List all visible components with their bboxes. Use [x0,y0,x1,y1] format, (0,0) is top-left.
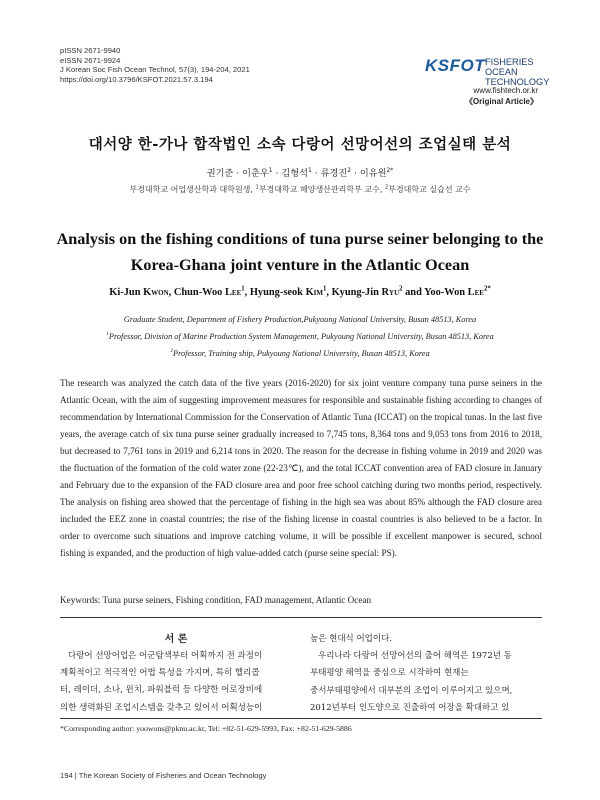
site-link[interactable]: www.fishtech.or.kr [473,86,538,95]
footnote-divider [60,718,542,719]
korean-affiliation: 부경대학교 어업생산학과 대학원생, $^1$부경대학교 해양생산관리학부 교수, $^2$부경대학교 실습선 교수 [129,184,471,194]
keywords: Keywords: Tuna purse seiners, Fishing condition, FAD management, Atlantic Ocean [60,595,372,605]
logo-line1: FISHERIES OCEAN [485,57,534,77]
abstract: The research was analyzed the catch data of the five years (2016-2020) for six joint venture company tuna purse seiners in the Atlantic Ocean, with the aim of suggesting improvement measures for responsible and sustainable fishing according to changes of recommendation by International Commission for the Conservation of Atlantic Tuna (ICCAT) on the tropical tunas. In the last five years, the average catch of six tuna purse seiner gradually increased to 7,745 tons, 8,364 tons and 9,053 tons from 2016 to 2018, but decreased to 7,761 tons in 2019 and 6,214 tons in 2020. The reason for the decrease in fishing volume in 2019 and 2020 was the fluctuation of the formation of the cold water zone (22-23℃), and the total ICCAT convention area of FAD closure in January and February due to the expansion of the FAD closure area and poor free school catching during two months period, respectively. The analysis on fishing area showed that the percentage of fishing in the high sea was about 85% although the FAD closure area included the EEZ zone in coastal countries; the rise of the fishing license in coastal countries is also believed to be a factor. In order to overcome such situations and improve catching volume, it will be possible if excellent manpower is secured, school fishing is expanded, and the production of high value-added catch (purse seine special: PS). [60,378,542,558]
section-divider [60,617,542,618]
body-line: 2012년부터 인도양으로 진출하여 어장을 확대하고 있 [310,702,510,713]
body-line: 우리나라 다랑어 선망어선의 출어 해역은 1972년 동 [318,651,512,662]
author-name: 김형석 [281,168,309,179]
page-footer: 194 | The Korean Society of Fisheries and Ocean Technology [60,771,267,780]
english-authors: Ki-Jun Kwon, Chun-Woo Lee$^1$, Hyung-seok Kim$^1$, Kyung-Jin Ryu$^2$ and Yoo-Won Lee$^{2*}$ [109,285,491,298]
body-right-column [310,631,542,717]
logo-mark: KSFOT [425,56,486,75]
body-line: 계획적이고 적극적인 어법 특성을 가지며, 특히 헬리콥 [60,668,260,679]
affiliation-line: $^1$Professor, Division of Marine Production System Management, Pukyoung National University, Busan 48513, Korea [106,331,494,341]
body-line: 부태평양 해역을 중심으로 시작하여 현재는 [310,668,469,679]
body-line: 의한 생력화된 조업시스템을 갖추고 있어서 어획성능이 [60,702,263,713]
body-line: 터, 레이더, 소나, 윈치, 파워블럭 등 다양한 어로장비에 [60,685,263,696]
logo-text [485,57,550,87]
author-name: 류경진 [320,168,348,179]
body-line: 다랑어 선망어업은 어군탐색부터 어획까지 전 과정이 [68,651,263,661]
korean-title: 대서양 한-가나 합작법인 소속 다랑어 선망어선의 조업실태 분석 [88,137,512,153]
site-block [465,86,538,107]
body-line: 높은 현대식 어업이다. [310,634,393,644]
section-title: 서 론 [164,634,188,645]
eissn: eISSN 2671-9924 [60,55,121,65]
english-title: Analysis on the fishing conditions of tuna purse seiner belonging to the Korea-Ghana joint venture in the Atlantic Ocean [56,230,544,274]
affiliation-line: Graduate Student, Department of Fishery Production,Pukyoung National University, Busan 48513, Korea [123,315,477,324]
journal-meta [60,46,250,84]
pissn: pISSN 2671-9940 [60,46,121,55]
journal-logo [425,54,550,87]
footnote: *Corresponding author: yoowons@pknu.ac.kr, Tel: +82-51-629-5993, Fax: +82-51-629-5886 [60,724,352,733]
body-line: 중서부태평양에서 대부분의 조업이 이루어지고 있으며, [310,685,513,696]
logo-line2: TECHNOLOGY [485,77,550,87]
doi-link[interactable]: https://doi.org/10.3796/KSFOT.2021.57.3.194 [60,74,213,84]
body-left-column [60,631,292,717]
korean-authors: 권기준 · 이춘우$^1$ · 김형석$^1$ · 류경진$^2$ · 이유원$^{2*}$ [206,166,394,179]
article-type: 《Original Article》 [464,96,538,106]
author-name: 이유원 [359,168,387,179]
author-name: 권기준 [206,168,234,179]
author-name: 이춘우 [242,168,269,179]
affiliation-line: $^2$Professor, Training ship, Pukyoung National University, Busan 48513, Korea [170,348,430,358]
citation: J Korean Soc Fish Ocean Technol, 57(3), 194-204, 2021 [60,65,250,75]
english-affiliations [40,311,560,362]
